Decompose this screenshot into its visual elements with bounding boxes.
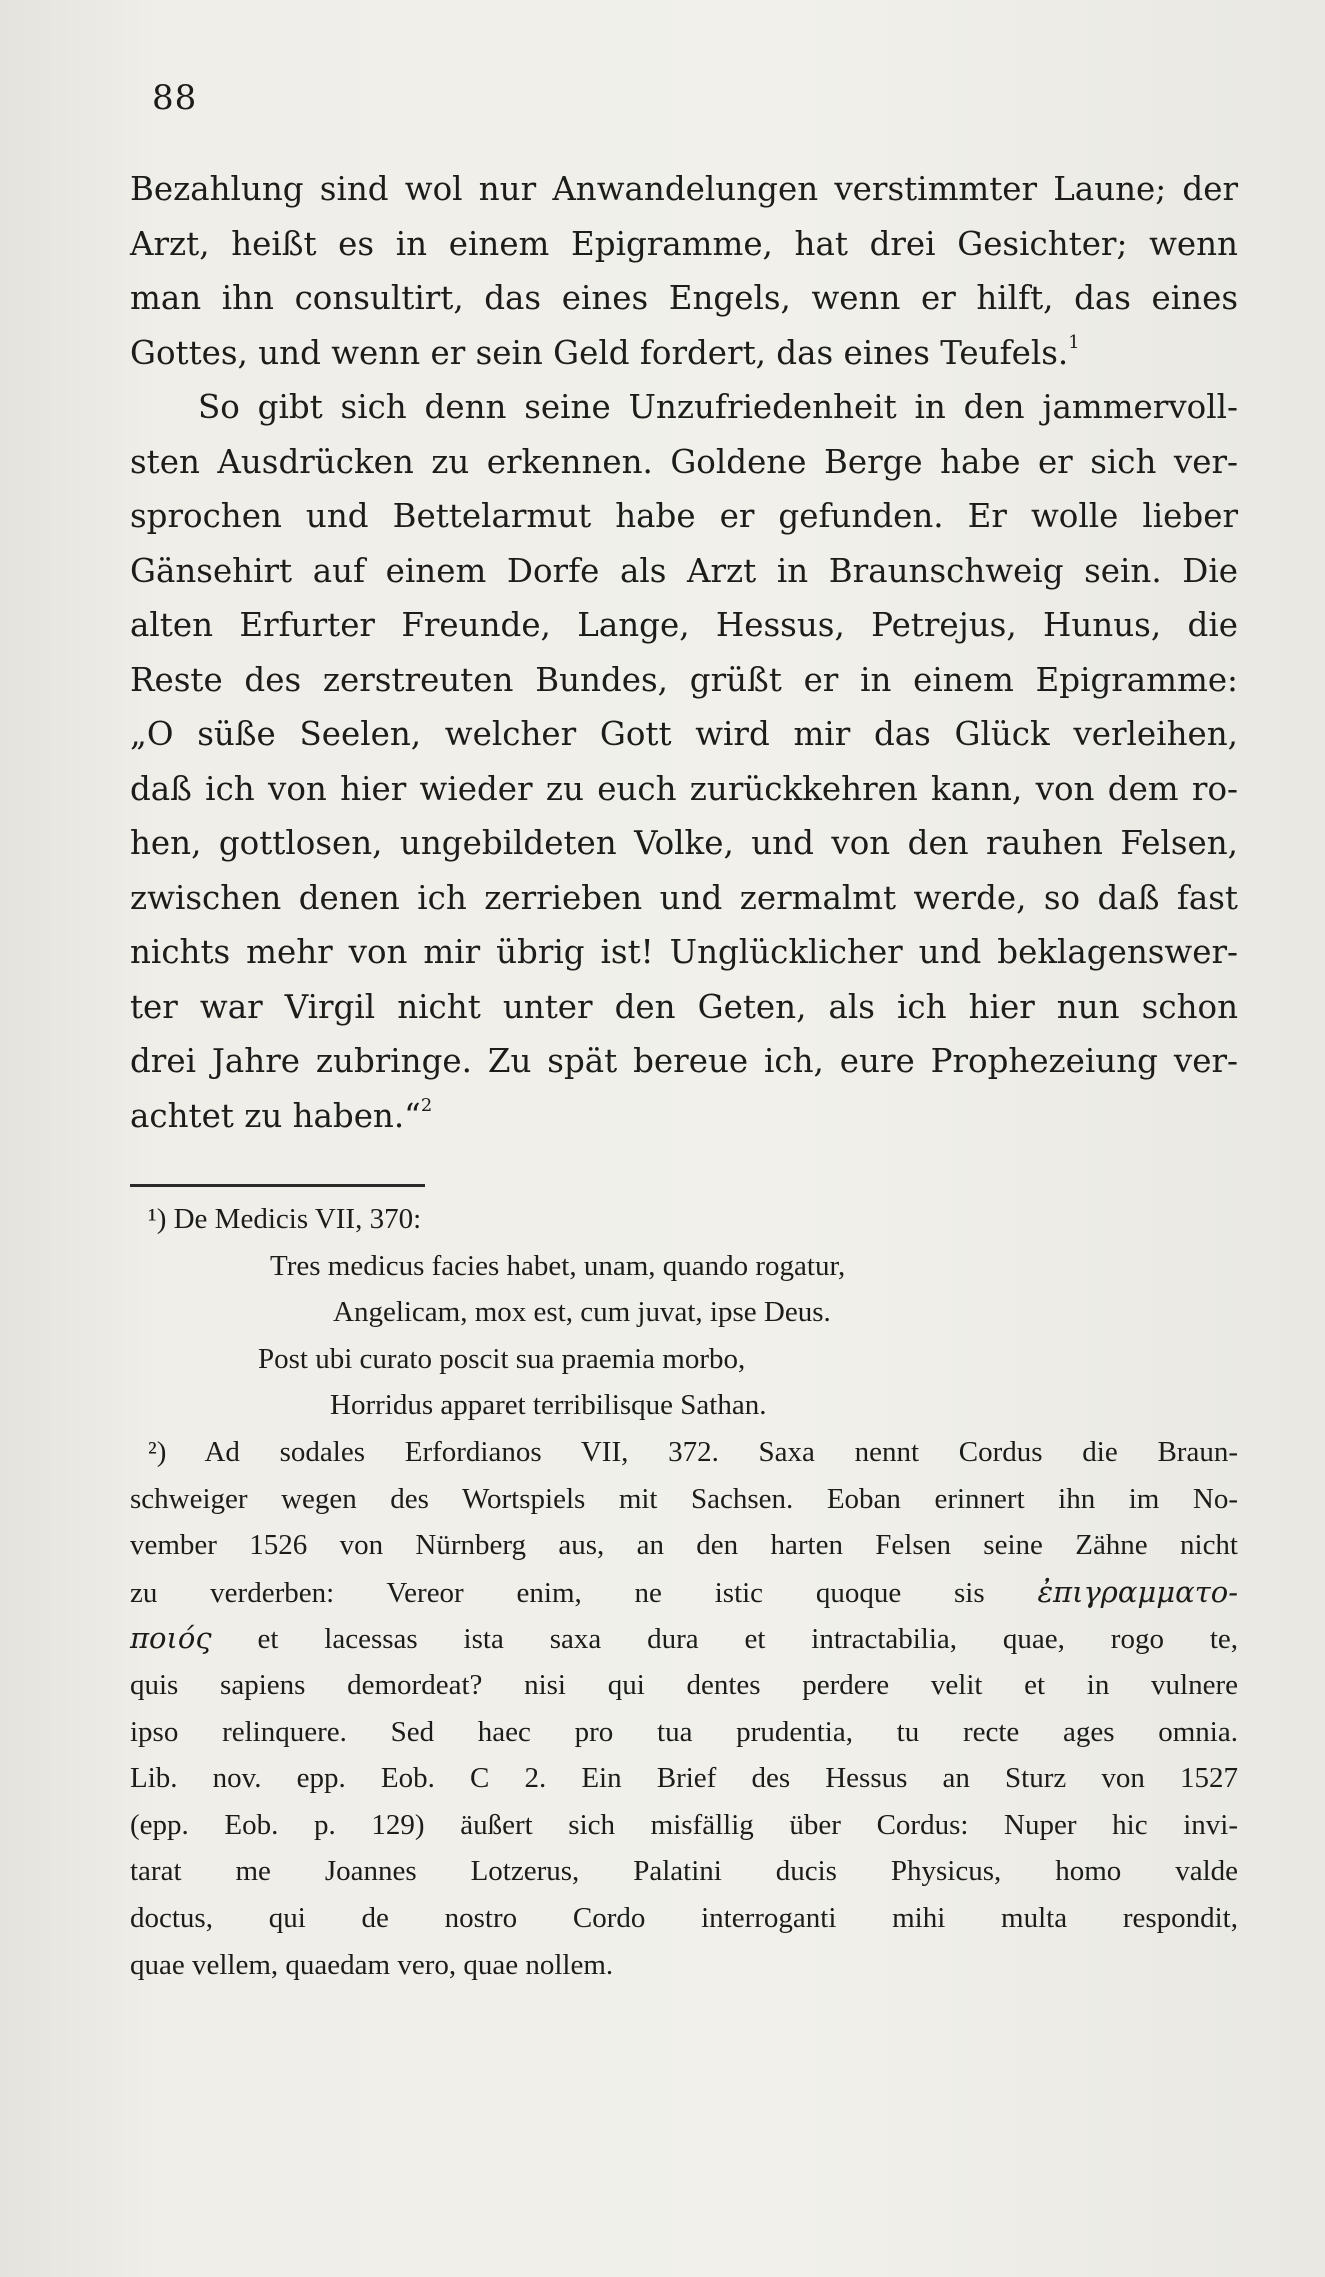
page-number: 88 bbox=[152, 78, 198, 118]
footnote-1-marker: ¹) bbox=[148, 1203, 167, 1235]
footnote-2-line-6: quis sapiens demordeat? nisi qui dentes perdere velit et in vulnere bbox=[130, 1668, 1238, 1701]
greek-word-part-1: ἐπιγραμματο- bbox=[1037, 1574, 1239, 1609]
text-line-12: daß ich von hier wieder zu euch zurückkehren kann, von dem ro- bbox=[130, 769, 1238, 808]
footnote-2-line-7: ipso relinquere. Sed haec pro tua prudentia, tu recte ages omnia. bbox=[130, 1715, 1238, 1748]
footnote-ref-2: 2 bbox=[420, 1094, 433, 1116]
verse-line-2: Angelicam, mox est, cum juvat, ipse Deus. bbox=[333, 1296, 831, 1329]
text-line-4-content: Gottes, und wenn er sein Geld fordert, das eines Teufels. bbox=[130, 333, 1069, 372]
text-line-4 bbox=[130, 326, 1238, 381]
text-line-15: nichts mehr von mir übrig ist! Unglücklicher und beklagenswer- bbox=[130, 933, 1238, 971]
footnote-2-first-line bbox=[130, 1429, 1238, 1476]
text-line-18 bbox=[130, 1089, 1238, 1144]
text-line-17: drei Jahre zubringe. Zu spät bereue ich, eure Prophezeiung ver- bbox=[130, 1042, 1238, 1080]
footnote-1-heading bbox=[130, 1196, 1238, 1243]
text-line-14: zwischen denen ich zerrieben und zermalmt werde, so daß fast bbox=[130, 878, 1238, 917]
footnote-2-line-11: doctus, qui de nostro Cordo interroganti mihi multa respondit, bbox=[130, 1901, 1238, 1934]
footnote-2-line-3: vember 1526 von Nürnberg aus, an den harten Felsen seine Zähne nicht bbox=[130, 1529, 1238, 1562]
footnote-2-line-4 bbox=[130, 1569, 1238, 1616]
footnote-2-line-10: tarat me Joannes Lotzerus, Palatini ducis Physicus, homo valde bbox=[130, 1855, 1238, 1888]
footnote-ref-1: 1 bbox=[1068, 331, 1080, 353]
footnote-2-line-5 bbox=[130, 1615, 1238, 1662]
text-line-10: Reste des zerstreuten Bundes, grüßt er in einem Epigramme: bbox=[130, 660, 1238, 699]
footnote-2-line-12: quae vellem, quaedam vero, quae nollem. bbox=[130, 1948, 614, 1981]
footnote-1-source: De Medicis VII, 370: bbox=[173, 1203, 422, 1235]
verse-line-1: Tres medicus facies habet, unam, quando rogatur, bbox=[270, 1249, 846, 1282]
text-line-13: hen, gottlosen, ungebildeten Volke, und von den rauhen Felsen, bbox=[130, 824, 1238, 862]
footnote-2-line-5-text: et lacessas ista saxa dura et intractabilia, quae, rogo te, bbox=[257, 1623, 1238, 1656]
text-line-1: Bezahlung sind wol nur Anwandelungen verstimmter Laune; der bbox=[130, 170, 1238, 208]
text-line-18-content: achtet zu haben.“ bbox=[130, 1096, 421, 1135]
main-text bbox=[130, 162, 1238, 1143]
text-line-3: man ihn consultirt, das eines Engels, wenn er hilft, das eines bbox=[130, 279, 1238, 317]
text-line-16: ter war Virgil nicht unter den Geten, als ich hier nun schon bbox=[130, 987, 1238, 1026]
footnote-2-line-2: schweiger wegen des Wortspiels mit Sachsen. Eoban erinnert ihn im No- bbox=[130, 1482, 1238, 1515]
verse-line-4: Horridus apparet terribilisque Sathan. bbox=[330, 1389, 767, 1422]
greek-word-part-2: ποιός bbox=[130, 1621, 212, 1656]
text-line-5: So gibt sich denn seine Unzufriedenheit in den jammervoll- bbox=[198, 388, 1238, 426]
footnote-2-line-9: (epp. Eob. p. 129) äußert sich misfällig über Cordus: Nuper hic invi- bbox=[130, 1808, 1238, 1841]
text-line-11: „O süße Seelen, welcher Gott wird mir das Glück verleihen, bbox=[130, 715, 1238, 753]
text-line-7: sprochen und Bettelarmut habe er gefunden. Er wolle lieber bbox=[130, 497, 1238, 535]
footnotes bbox=[130, 1196, 1238, 1988]
text-line-6: sten Ausdrücken zu erkennen. Goldene Berge habe er sich ver- bbox=[130, 442, 1238, 481]
text-line-9: alten Erfurter Freunde, Lange, Hessus, Petrejus, Hunus, die bbox=[130, 606, 1238, 644]
footnote-2-line-8: Lib. nov. epp. Eob. C 2. Ein Brief des Hessus an Sturz von 1527 bbox=[130, 1762, 1238, 1795]
footnote-2-marker: ²) bbox=[148, 1435, 167, 1468]
text-line-2: Arzt, heißt es in einem Epigramme, hat drei Gesichter; wenn bbox=[130, 224, 1238, 263]
footnote-2-text: Ad sodales Erfordianos VII, 372. Saxa nennt Cordus die Braun- bbox=[204, 1435, 1238, 1468]
verse-line-3: Post ubi curato poscit sua praemia morbo, bbox=[258, 1342, 746, 1375]
footnote-separator bbox=[130, 1184, 425, 1187]
text-line-8: Gänsehirt auf einem Dorfe als Arzt in Braunschweig sein. Die bbox=[130, 551, 1238, 590]
footnote-2-line-4-text: zu verderben: Vereor enim, ne istic quoque sis bbox=[130, 1576, 985, 1609]
